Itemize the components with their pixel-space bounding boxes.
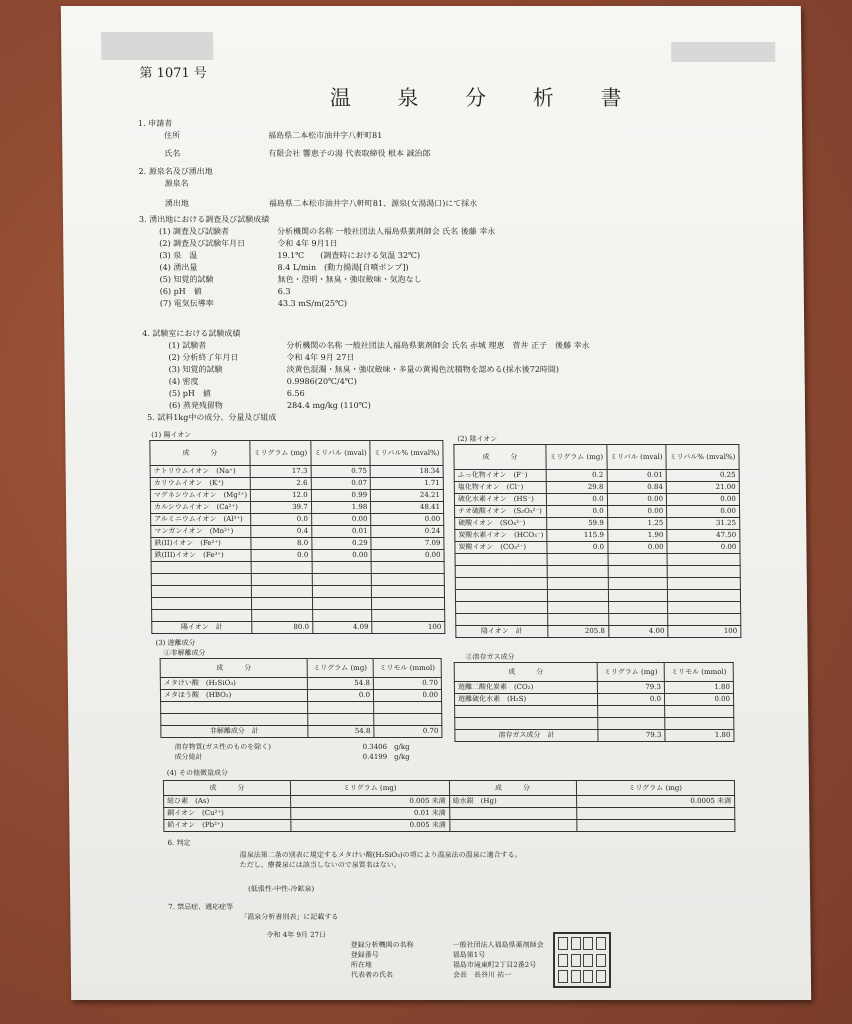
cell: 0.00 <box>664 694 733 706</box>
cell: 総ひ素 (As) <box>164 796 291 808</box>
column-header: ミリグラム (mg) <box>250 441 311 466</box>
field-label: (7) 電気伝導率 <box>159 299 214 308</box>
cell: 鉄(III)イオン (Fe³⁺) <box>151 550 251 562</box>
empty-row <box>456 602 741 614</box>
source-name-label: 源泉名 <box>164 179 189 188</box>
issuer-value: 福島市滝東町2丁目2番2号 <box>452 961 537 969</box>
table-row <box>160 690 441 702</box>
cell: 炭酸水素イオン (HCO₃⁻) <box>455 530 547 542</box>
table-row <box>455 506 740 518</box>
cations-heading: (1) 陽イオン <box>151 431 192 439</box>
cell: 遊離二酸化炭素 (CO₂) <box>454 682 597 694</box>
cell: 硫酸イオン (SO₄²⁻) <box>455 518 547 530</box>
table-row <box>455 518 740 530</box>
cell: 0.4 <box>251 526 312 538</box>
cell: 0.00 <box>667 542 740 554</box>
cell: 0.0 <box>546 506 607 518</box>
cell: 陽イオン 計 <box>152 622 252 634</box>
cell: 0.0 <box>307 690 373 702</box>
empty-row <box>456 614 741 626</box>
field-value: 8.4 L/min (動力揚湯[自噴ポンプ]) <box>277 263 409 272</box>
section-heading: 4. 試験室における試験成績 <box>142 329 241 338</box>
cell: 47.50 <box>667 530 740 542</box>
column-header: ミリグラム (mg) <box>290 781 449 796</box>
field-label: (5) 知覚的試験 <box>159 275 214 284</box>
dissolved-totals <box>175 742 410 762</box>
cell: 1.71 <box>370 478 443 490</box>
trace-table <box>163 780 736 832</box>
cell: 1.98 <box>311 502 371 514</box>
table-row <box>164 808 735 820</box>
cell: 115.9 <box>547 530 608 542</box>
section-heading: 2. 源泉名及び湧出地 <box>138 167 213 176</box>
cell: 鉛イオン (Pb²⁺) <box>164 820 291 832</box>
cell: 31.25 <box>667 518 740 530</box>
trace-heading: (4) その他微量成分 <box>166 769 229 777</box>
cell: 0.29 <box>312 538 372 550</box>
column-header: 成 分 <box>160 659 307 678</box>
cell: メタけい酸 (H₂SiO₃) <box>160 678 307 690</box>
cell: 0.84 <box>607 482 667 494</box>
empty-row <box>151 562 444 574</box>
lab-test-section <box>142 328 590 412</box>
column-header: 成 分 <box>150 441 250 466</box>
field-label: (2) 調査及び試験年月日 <box>159 239 246 248</box>
table-row <box>150 502 443 514</box>
lab-value: 分析機関の名称 一般社団法人福島県薬剤師会 氏名 赤城 理恵 菅井 正子 後藤 幸永 <box>286 341 590 350</box>
cell: 鉄(II)イオン (Fe²⁺) <box>151 538 251 550</box>
cell <box>449 808 576 820</box>
anions-heading: (2) 陰イオン <box>457 435 498 443</box>
cell: ナトリウムイオン (Na⁺) <box>150 466 250 478</box>
cell: 総水銀 (Hg) <box>449 796 576 808</box>
cell <box>576 820 735 832</box>
cell: 80.0 <box>252 622 313 634</box>
cell: 遊離硫化水素 (H₂S) <box>454 694 597 706</box>
column-header: ミリバル (mval) <box>311 441 371 466</box>
cell: 0.00 <box>312 550 372 562</box>
empty-row <box>455 578 740 590</box>
document-title: 温 泉 分 析 書 <box>329 86 642 110</box>
cell: 0.005 未満 <box>291 796 450 808</box>
cell: 4.09 <box>312 622 372 634</box>
cell: 79.3 <box>598 730 665 742</box>
cell: マグネシウムイオン (Mg²⁺) <box>150 490 250 502</box>
total-row <box>152 622 445 634</box>
section-heading: 7. 禁忌症、適応症等 <box>168 903 234 911</box>
cell: 塩化物イオン (Cl⁻) <box>454 482 546 494</box>
column-header: ミリバル (mval) <box>606 445 666 470</box>
cell: 1.80 <box>664 682 733 694</box>
spring-classification: (低張性-中性-冷鉱泉) <box>248 885 315 893</box>
cell: 銅イオン (Cu²⁺) <box>164 808 291 820</box>
empty-row <box>152 610 445 622</box>
empty-row <box>455 590 740 602</box>
cell: 24.21 <box>371 490 444 502</box>
column-header: ミリモル (mmol) <box>373 659 441 678</box>
cell: 21.00 <box>666 482 739 494</box>
non-dissociated-heading: ①非解離成分 <box>163 649 206 657</box>
column-header: 成 分 <box>163 781 290 796</box>
non-dissociated-table <box>160 658 443 738</box>
cell: 0.2 <box>546 470 607 482</box>
table-row <box>455 530 740 542</box>
cell: 0.0 <box>251 514 312 526</box>
field-value: 6.3 <box>277 287 291 296</box>
cell: マンガンイオン (Mn²⁺) <box>151 526 251 538</box>
cell: 0.00 <box>667 506 740 518</box>
cell: 0.01 <box>311 526 371 538</box>
cell: 0.07 <box>311 478 371 490</box>
table-row <box>455 542 740 554</box>
empty-row <box>151 586 444 598</box>
dissolved-gas-table <box>454 662 735 742</box>
cell: 0.0 <box>547 542 608 554</box>
table-row <box>151 526 444 538</box>
cell: 0.00 <box>373 690 441 702</box>
cell: 0.00 <box>607 506 667 518</box>
cell: 205.8 <box>548 626 609 638</box>
cell: 0.00 <box>371 514 444 526</box>
lab-value: 284.4 mg/kg (110℃) <box>286 401 371 410</box>
field-label: (3) 泉 温 <box>159 251 198 260</box>
issuer-label: 登録分析機関の名称 <box>350 941 414 949</box>
cell: 0.70 <box>373 678 441 690</box>
cell: 8.0 <box>251 538 312 550</box>
name-label: 氏名 <box>164 149 181 158</box>
cell: 100 <box>668 626 741 638</box>
lab-value: 淡黄色混濁・無臭・強収斂味・多量の黄褐色沈積物を認める(採水後72時間) <box>286 365 560 374</box>
empty-row <box>161 714 442 726</box>
judgment-section <box>168 838 523 894</box>
cell: 54.8 <box>307 678 373 690</box>
applicant-section <box>138 118 431 160</box>
cell: 陰イオン 計 <box>456 626 548 638</box>
cell <box>449 820 576 832</box>
column-header: 成 分 <box>454 445 546 470</box>
issuer-label: 代表者の氏名 <box>350 971 393 979</box>
column-header: ミリグラム (mg) <box>307 659 373 678</box>
cell: 0.75 <box>311 466 371 478</box>
cell: 0.00 <box>371 550 444 562</box>
empty-row <box>455 566 740 578</box>
total-row <box>161 726 442 738</box>
total-value: 0.3406 g/kg <box>362 743 410 751</box>
tape-strip <box>101 32 213 60</box>
column-header: ミリグラム (mg) <box>546 445 607 470</box>
cell: 1.80 <box>665 730 734 742</box>
applicant-name: 有限会社 響恵子の湯 代表取締役 根本 誠治郎 <box>268 149 431 158</box>
cell: 4.00 <box>608 626 668 638</box>
dissolved-gas-heading: ②溶存ガス成分 <box>465 653 515 661</box>
table-row <box>454 482 739 494</box>
column-header: ミリグラム (mg) <box>597 663 664 682</box>
cell: アルミニウムイオン (Al³⁺) <box>151 514 251 526</box>
table-row <box>454 494 739 506</box>
components-heading: 5. 試料1kg中の成分、分量及び組成 <box>147 413 277 422</box>
address-label: 住所 <box>164 131 181 140</box>
official-seal-stamp <box>553 932 611 988</box>
empty-row <box>151 574 444 586</box>
issuer-value: 福島第1号 <box>452 951 486 959</box>
issuer-value: 会長 長谷川 祐一 <box>452 971 512 979</box>
table-row <box>150 466 443 478</box>
cell: 0.0 <box>251 550 312 562</box>
column-header: ミリモル (mmol) <box>664 663 733 682</box>
column-header: ミリグラム (mg) <box>576 781 735 796</box>
issuer-value: 一般社団法人福島県薬剤師会 <box>452 941 544 949</box>
lab-label: (5) pH 値 <box>168 389 211 398</box>
lab-value: 令和 4年 9月 27日 <box>286 353 355 362</box>
cell: 0.0 <box>597 694 664 706</box>
cell: チオ硫酸イオン (S₂O₃²⁻) <box>455 506 547 518</box>
cell: 炭酸イオン (CO₃²⁻) <box>455 542 547 554</box>
cell: 17.3 <box>250 466 311 478</box>
empty-row <box>455 718 734 730</box>
cell: 54.8 <box>308 726 374 738</box>
cell: 100 <box>372 622 445 634</box>
table-row <box>150 490 443 502</box>
field-survey-section <box>139 214 496 310</box>
cell: 0.99 <box>311 490 371 502</box>
lab-label: (1) 試験者 <box>168 341 207 350</box>
field-label: (6) pH 値 <box>159 287 202 296</box>
table-row <box>454 682 733 694</box>
field-value: 43.3 mS/m(25℃) <box>277 299 348 308</box>
cell: 0.00 <box>666 494 739 506</box>
precautions-text: 「温泉分析書別表」に記載する <box>240 913 339 921</box>
anions-table <box>453 444 741 638</box>
location-label: 湧出地 <box>164 199 189 208</box>
judgment-line: ただし、療養泉には該当しないので泉質名はない。 <box>239 861 401 869</box>
precautions-section <box>168 902 338 922</box>
lab-label: (6) 蒸発残留物 <box>168 401 223 410</box>
cell: 0.25 <box>666 470 739 482</box>
cell: 2.6 <box>250 478 311 490</box>
judgment-line: 温泉法第二条の別表に規定するメタけい酸(H₂SiO₃)の項により温泉法の温泉に適合する。 <box>239 851 522 859</box>
table-row <box>454 470 739 482</box>
cell: 非解離成分 計 <box>161 726 308 738</box>
cell: 48.41 <box>371 502 444 514</box>
hot-spring-analysis-document <box>61 6 811 1000</box>
cell: 12.0 <box>250 490 311 502</box>
total-value: 0.4199 g/kg <box>362 753 410 761</box>
cell: 0.005 未満 <box>291 820 450 832</box>
lab-value: 0.9986(20℃/4℃) <box>286 377 357 386</box>
cell: カリウムイオン (K⁺) <box>150 478 250 490</box>
table-row <box>160 678 441 690</box>
source-location: 福島県二本松市油井字八軒町81、源泉(女湯湯口)にて採水 <box>268 199 478 208</box>
table-row <box>150 478 443 490</box>
total-label: 成分総計 <box>174 753 203 761</box>
column-header: ミリバル% (mval%) <box>370 441 443 466</box>
source-section <box>138 166 477 210</box>
cell: 29.8 <box>546 482 607 494</box>
cell: 1.90 <box>607 530 667 542</box>
column-header: ミリバル% (mval%) <box>666 445 739 470</box>
lab-value: 6.56 <box>286 389 305 398</box>
field-label: (1) 調査及び試験者 <box>159 227 230 236</box>
lab-label: (3) 知覚的試験 <box>168 365 223 374</box>
table-row <box>454 694 733 706</box>
cell: 1.25 <box>607 518 667 530</box>
cell: 7.09 <box>371 538 444 550</box>
section-heading: 6. 判定 <box>167 839 191 847</box>
table-row <box>164 796 735 808</box>
total-row <box>456 626 741 638</box>
applicant-address: 福島県二本松市油井字八軒町81 <box>268 131 383 140</box>
total-row <box>455 730 734 742</box>
column-header: 成 分 <box>454 663 597 682</box>
table-row <box>151 514 444 526</box>
section-heading: 3. 湧出地における調査及び試験成績 <box>138 215 270 224</box>
cell <box>576 808 735 820</box>
empty-row <box>455 706 734 718</box>
cell: カルシウムイオン (Ca²⁺) <box>150 502 250 514</box>
cell: 硫化水素イオン (HS⁻) <box>454 494 546 506</box>
cell: 0.24 <box>371 526 444 538</box>
cell: 0.00 <box>311 514 371 526</box>
section-heading: 1. 申請者 <box>137 119 173 128</box>
cations-table <box>149 440 445 634</box>
empty-row <box>161 702 442 714</box>
field-value: 無色・澄明・無臭・強収斂味・気泡なし <box>277 275 422 284</box>
cell: 0.0005 未満 <box>576 796 735 808</box>
column-header: 成 分 <box>449 781 576 796</box>
lab-label: (4) 密度 <box>168 377 199 386</box>
tape-strip <box>671 42 775 62</box>
table-row <box>164 820 735 832</box>
field-value: 分析機関の名称 一般社団法人福島県薬剤師会 氏名 後藤 幸永 <box>277 227 496 236</box>
lab-label: (2) 分析終了年月日 <box>168 353 239 362</box>
field-label: (4) 湧出量 <box>159 263 198 272</box>
cell: 0.00 <box>607 542 667 554</box>
total-label: 溶存物質(ガス性のものを除く) <box>174 743 272 751</box>
cell: 79.3 <box>597 682 664 694</box>
cell: 0.00 <box>607 494 667 506</box>
issuer-label: 所在地 <box>350 961 372 969</box>
cell: 18.34 <box>370 466 443 478</box>
field-value: 19.1℃ (調査時における気温 32℃) <box>277 251 421 260</box>
issuer-block <box>351 940 544 980</box>
empty-row <box>151 598 444 610</box>
cell: 溶存ガス成分 計 <box>455 730 598 742</box>
cell: 0.01 未満 <box>291 808 450 820</box>
cell: メタほう酸 (HBO₂) <box>160 690 307 702</box>
table-row <box>151 538 444 550</box>
cell: 59.9 <box>547 518 608 530</box>
free-components-heading: (3) 遊離成分 <box>155 639 196 647</box>
cell: ふっ化物イオン (F⁻) <box>454 470 546 482</box>
cell: 0.01 <box>607 470 667 482</box>
issue-date: 令和 4年 9月 27日 <box>266 931 327 939</box>
cell: 0.70 <box>374 726 442 738</box>
cell: 0.0 <box>546 494 607 506</box>
cell: 39.7 <box>251 502 312 514</box>
empty-row <box>455 554 740 566</box>
field-value: 令和 4年 9月1日 <box>277 239 338 248</box>
document-number: 第 1071 号 <box>139 66 207 81</box>
table-row <box>151 550 444 562</box>
issuer-label: 登録番号 <box>350 951 379 959</box>
